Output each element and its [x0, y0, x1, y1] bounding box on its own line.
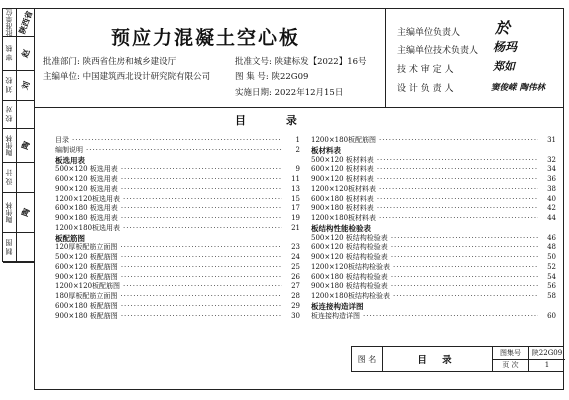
toc-leader-dots [391, 234, 538, 244]
toc-page-number: 44 [547, 214, 556, 222]
toc-page-number: 34 [547, 165, 556, 174]
toc-leader-dots [121, 263, 282, 273]
toc-leader-dots [379, 185, 538, 195]
toc-entry-title: 900×180 板结构检验表 [311, 282, 388, 291]
atlas-number: 图 集 号: 陕22G09 [235, 72, 309, 82]
side-strip-cell [3, 37, 34, 71]
toc-page-number: 23 [291, 243, 300, 252]
atlas-number-label: 图集号 [492, 347, 528, 360]
toc-entry-title: 板选用表 [55, 155, 85, 165]
toc-leader-dots [121, 214, 282, 224]
toc-leader-dots [121, 204, 282, 214]
toc-entry-title: 600×120 板选用表 [55, 175, 118, 183]
toc-leader-dots [377, 156, 538, 166]
toc-leader-dots [391, 282, 538, 292]
toc-page-number: 48 [547, 243, 556, 252]
toc-entry-title: 1200×180板结构检验表 [311, 292, 391, 300]
toc-page-number: 2 [295, 145, 300, 154]
toc-entry-title: 1200×120板配筋图 [55, 282, 121, 291]
toc-entry-title: 1200×180板材料表 [311, 214, 377, 222]
resp-review: 技 术 审 定 人 [397, 65, 454, 75]
signature-review: 郑如 [493, 60, 515, 73]
toc-entry-title: 500×120 板配筋图 [55, 253, 118, 261]
toc-leader-dots [393, 263, 538, 273]
toc-entry[interactable] [311, 273, 556, 283]
toc-leader-dots [363, 312, 538, 322]
toc-right-column [311, 136, 556, 321]
toc-page-number: 17 [291, 204, 300, 213]
toc-entry[interactable] [55, 224, 300, 234]
toc-entry-title: 板材料表 [311, 145, 341, 155]
toc-leader-dots [377, 204, 538, 214]
side-approval-strip [2, 8, 34, 262]
toc-entry[interactable] [311, 185, 556, 195]
resp-design: 设 计 负 责 人 [397, 84, 454, 94]
side-strip-signature: 赵 [19, 48, 32, 59]
toc-page-number: 31 [547, 136, 556, 144]
toc-entry-title: 500×120 板材料表 [311, 155, 374, 164]
drawing-frame [34, 8, 564, 390]
toc-leader-dots [377, 195, 538, 205]
toc-entry[interactable] [55, 165, 300, 175]
signature-chief: 於 [495, 19, 511, 37]
toc-page-number: 60 [547, 311, 556, 320]
resp-tech: 主编单位技术负责人 [397, 46, 479, 56]
toc-page-number: 27 [291, 282, 300, 291]
toc-entry-title: 900×180 板选用表 [55, 214, 118, 222]
toc-entry[interactable] [55, 302, 300, 312]
title-block [35, 9, 563, 108]
toc-page-number: 42 [547, 204, 556, 213]
toc-section-heading [311, 302, 556, 312]
header-divider [385, 9, 386, 107]
side-strip-cell [3, 233, 34, 263]
toc-page-number: 38 [547, 184, 556, 193]
toc-page-number: 54 [547, 272, 556, 281]
toc-leader-dots [120, 243, 282, 253]
toc-entry[interactable] [55, 292, 300, 302]
toc-page-number: 46 [547, 233, 556, 242]
side-strip-label: 校 对 [5, 106, 13, 123]
toc-title: 目 录 [235, 114, 315, 127]
toc-leader-dots [123, 224, 282, 234]
toc-page-number: 19 [291, 214, 300, 222]
toc-page-number: 21 [291, 223, 300, 232]
side-strip-label: 审 核 [5, 45, 13, 62]
toc-section-heading [55, 156, 300, 166]
side-strip-label: 陶伟林 [5, 135, 13, 156]
toc-entry-title: 600×180 板材料表 [311, 194, 374, 203]
toc-leader-dots [121, 185, 282, 195]
toc-leader-dots [391, 273, 538, 283]
toc-page-number: 11 [291, 175, 300, 183]
toc-entry[interactable] [55, 195, 300, 205]
toc-page-number: 24 [291, 253, 300, 261]
toc-leader-dots [121, 302, 282, 312]
toc-entry-title: 1200×180板配筋图 [311, 136, 377, 144]
toc-entry[interactable] [311, 214, 556, 224]
toc-entry-title: 600×180 板配筋图 [55, 301, 118, 310]
editor-unit: 主编单位: 中国建筑西北设计研究院有限公司 [43, 72, 211, 82]
toc-entry[interactable] [55, 146, 300, 156]
toc-section-heading [55, 234, 300, 244]
toc-page-number: 15 [291, 194, 300, 203]
toc-entry[interactable] [55, 273, 300, 283]
toc-page-number: 30 [291, 311, 300, 320]
footer-title-block [351, 346, 564, 372]
page-number-label: 页 次 [492, 359, 528, 371]
toc-leader-dots [391, 243, 538, 253]
toc-entry[interactable] [311, 204, 556, 214]
side-strip-signature: 刘 [19, 80, 32, 91]
side-strip-cell [3, 129, 34, 163]
resp-chief: 主编单位负责人 [397, 28, 461, 38]
toc-entry-title: 1200×120板选用表 [55, 194, 121, 203]
toc-entry[interactable] [55, 253, 300, 263]
toc-section-heading [311, 146, 556, 156]
toc-page-number: 9 [295, 165, 300, 174]
drawing-name-label: 图 名 [357, 354, 377, 364]
approve-dept: 批准部门: 陕西省住房和城乡建设厅 [43, 57, 177, 67]
side-strip-label: 设 计 [5, 169, 13, 186]
toc-entry-title: 900×120 板配筋图 [55, 272, 118, 281]
toc-page-number: 50 [547, 253, 556, 261]
toc-page-number: 26 [291, 272, 300, 281]
toc-entry-title: 900×180 板配筋图 [55, 311, 118, 320]
toc-entry-title: 1200×120板结构检验表 [311, 262, 391, 271]
side-strip-label: 陶伟林 [5, 202, 13, 223]
toc-entry[interactable] [55, 175, 300, 185]
toc-entry-title: 板连接构造详图 [311, 301, 364, 311]
toc-entry[interactable] [311, 195, 556, 205]
toc-leader-dots [121, 312, 282, 322]
toc-page-number: 58 [547, 292, 556, 300]
toc-entry-title: 板连接构造详图 [311, 311, 360, 320]
toc-entry-title: 600×180 板结构检验表 [311, 272, 388, 281]
toc-page-number: 56 [547, 282, 556, 291]
page-title: 预应力混凝土空心板 [111, 27, 301, 49]
toc-entry-title: 600×120 板材料表 [311, 165, 374, 174]
toc-leader-dots [377, 165, 538, 175]
toc-entry[interactable] [311, 234, 556, 244]
toc-leader-dots [377, 175, 538, 185]
signature-design: 窦俊嵘 陶伟林 [491, 83, 545, 93]
toc-entry[interactable] [311, 136, 556, 146]
toc-leader-dots [393, 292, 538, 302]
side-strip-label: 刘 校 [5, 77, 13, 94]
toc-page-number: 36 [547, 175, 556, 183]
toc-leader-dots [121, 165, 282, 175]
side-strip-label: 制 图 [5, 239, 13, 256]
toc-section-heading [311, 224, 556, 234]
toc-entry-title: 600×180 板选用表 [55, 204, 118, 213]
toc-page-number: 28 [291, 292, 300, 300]
toc-leader-dots [121, 273, 282, 283]
toc-left-column [55, 136, 300, 321]
toc-entry-title: 900×120 板结构检验表 [311, 253, 388, 261]
toc-leader-dots [121, 253, 282, 263]
side-strip-cell [3, 193, 34, 233]
toc-entry-title: 500×120 板选用表 [55, 165, 118, 174]
toc-leader-dots [391, 253, 538, 263]
toc-page-number: 29 [291, 301, 300, 310]
toc-entry[interactable] [55, 243, 300, 253]
toc-entry[interactable] [311, 292, 556, 302]
toc-entry[interactable] [55, 185, 300, 195]
toc-entry[interactable] [55, 282, 300, 292]
drawing-name: 目 录 [382, 347, 492, 371]
toc-entry[interactable] [55, 204, 300, 214]
toc-entry-title: 900×120 板材料表 [311, 175, 374, 183]
toc-entry-title: 1200×120板材料表 [311, 184, 377, 193]
toc-leader-dots [379, 136, 538, 146]
toc-leader-dots [379, 214, 538, 224]
toc-leader-dots [123, 195, 282, 205]
implementation-date: 实施日期: 2022年12月15日 [235, 88, 344, 98]
toc-entry[interactable] [55, 312, 300, 322]
toc-entry-title: 目录 [55, 136, 69, 144]
side-strip-signature: 陶 [19, 140, 32, 151]
toc-page-number: 13 [291, 184, 300, 193]
signature-tech: 杨玛 [493, 40, 518, 54]
toc-entry[interactable] [55, 263, 300, 273]
side-strip-cell [3, 163, 34, 193]
side-strip-cell [3, 71, 34, 101]
toc-leader-dots [72, 136, 282, 146]
toc-entry-title: 板配筋图 [55, 233, 85, 243]
toc-entry[interactable] [311, 243, 556, 253]
page-number-value: 1 [528, 359, 565, 371]
toc-entry[interactable] [55, 136, 300, 146]
toc-leader-dots [120, 292, 282, 302]
toc-entry-title: 板结构性能检验表 [311, 223, 371, 233]
toc-page-number: 1 [295, 136, 300, 144]
toc-entry[interactable] [311, 263, 556, 273]
toc-entry[interactable] [311, 253, 556, 263]
toc-entry-title: 1200×180板选用表 [55, 223, 121, 232]
atlas-number-value: 陕22G09 [528, 347, 565, 360]
toc-entry[interactable] [311, 282, 556, 292]
approve-number: 批准文号: 陕建标发【2022】16号 [235, 57, 367, 67]
toc-entry-title: 180厚板配筋立面图 [55, 292, 118, 300]
toc-entry-title: 900×180 板材料表 [311, 204, 374, 213]
toc-entry-title: 900×120 板选用表 [55, 184, 118, 193]
toc-page-number: 52 [547, 262, 556, 271]
toc-entry-title: 600×120 板结构检验表 [311, 243, 388, 252]
toc-entry[interactable] [311, 175, 556, 185]
toc-entry[interactable] [311, 165, 556, 175]
toc-leader-dots [123, 282, 282, 292]
side-strip-signature: 陶 [19, 207, 32, 218]
side-strip-signature: 陕西省 [17, 9, 34, 36]
toc-leader-dots [121, 175, 282, 185]
side-strip-cell [3, 9, 34, 37]
toc-page-number: 32 [547, 155, 556, 164]
toc-entry-title: 500×120 板结构检验表 [311, 233, 388, 242]
toc-page-number: 25 [291, 262, 300, 271]
toc-entry-title: 120厚板配筋立面图 [55, 243, 118, 252]
side-strip-cell [3, 101, 34, 129]
toc-entry-title: 编制说明 [55, 145, 83, 154]
toc-entry[interactable] [311, 156, 556, 166]
toc-entry[interactable] [311, 312, 556, 322]
toc-page-number: 40 [547, 194, 556, 203]
toc-entry[interactable] [55, 214, 300, 224]
toc-leader-dots [86, 146, 282, 156]
side-strip-label: 批准单位 [5, 8, 13, 37]
toc-entry-title: 600×120 板配筋图 [55, 262, 118, 271]
